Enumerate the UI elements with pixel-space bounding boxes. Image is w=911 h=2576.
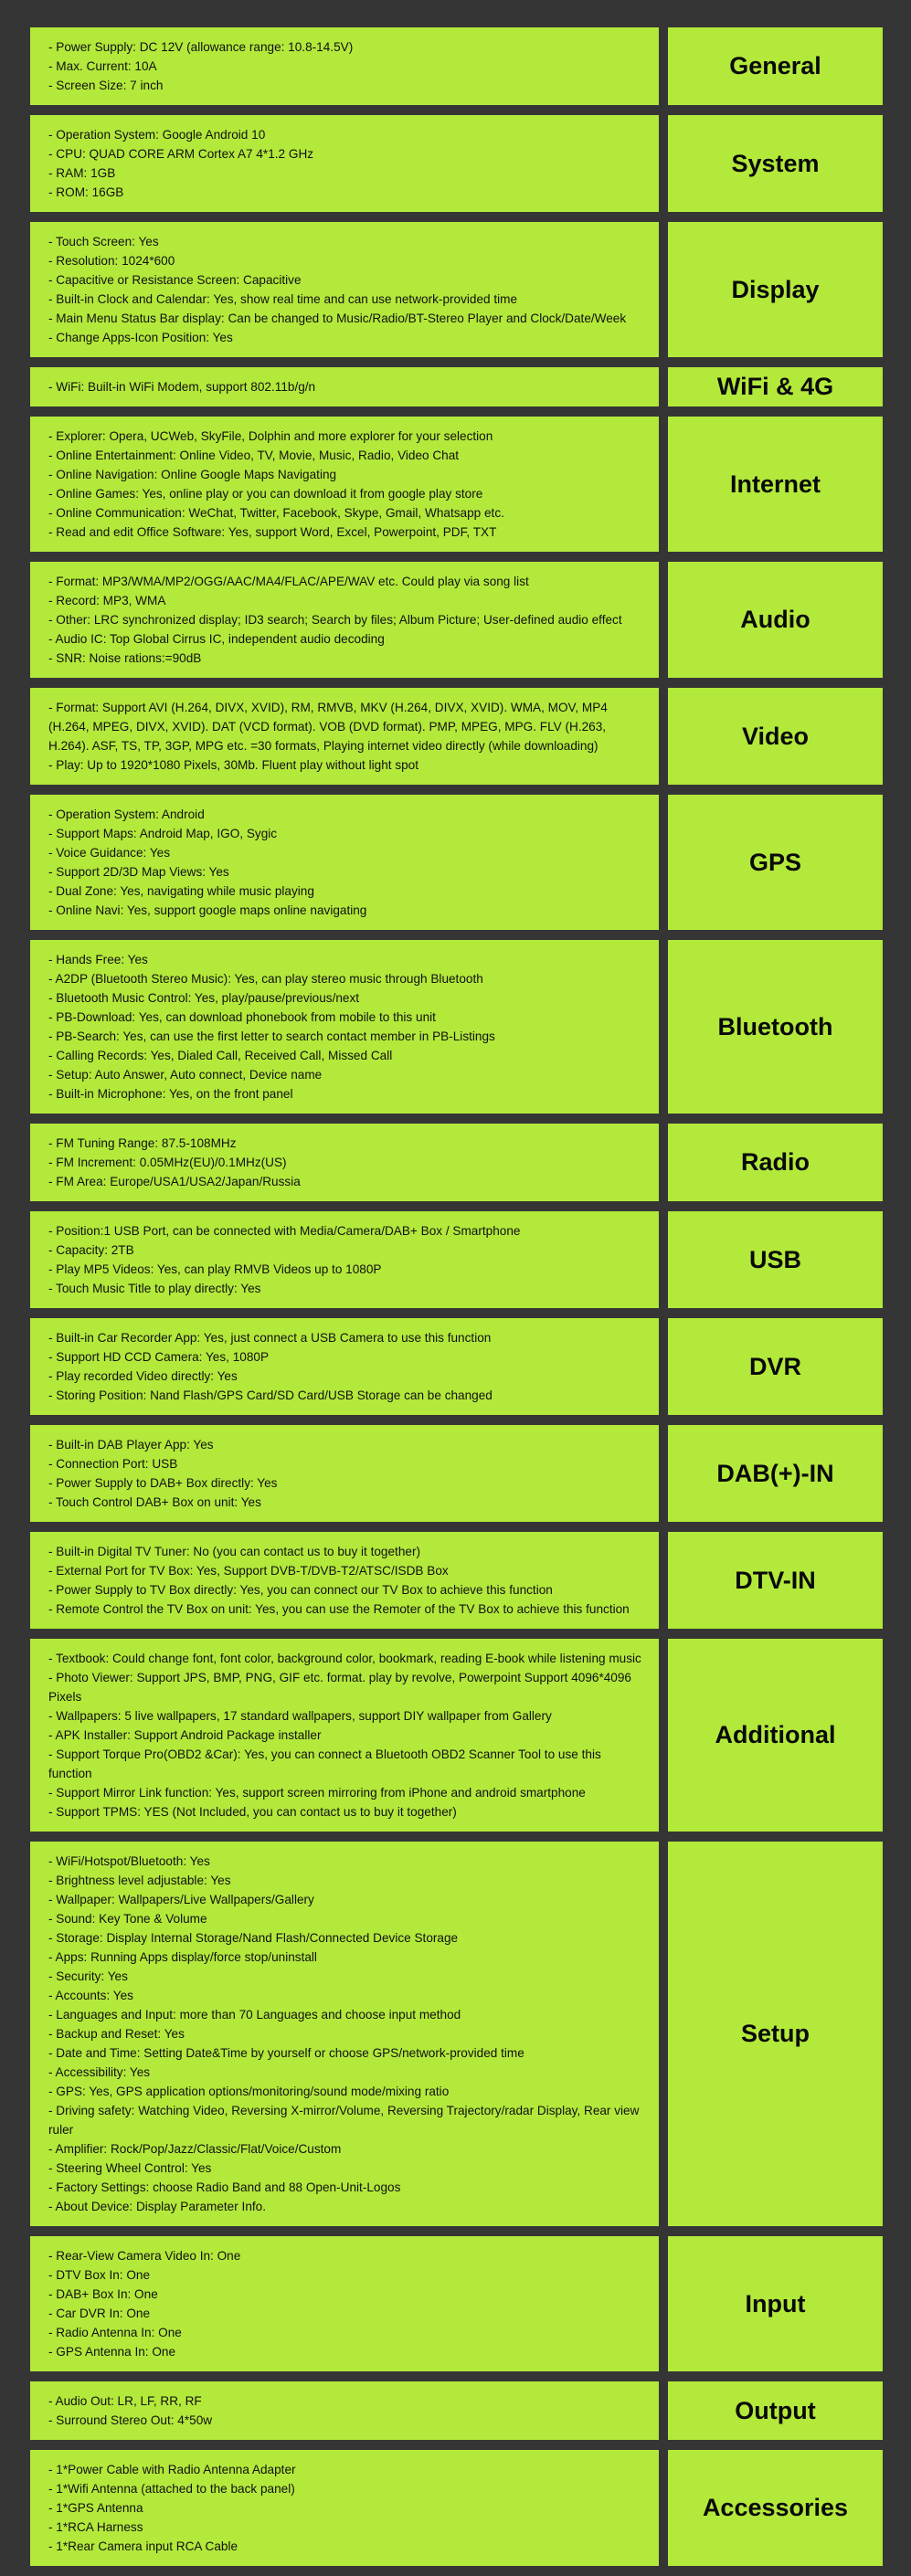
spec-row-video: [30, 688, 883, 785]
spec-details: [30, 27, 659, 105]
spec-item: - ROM: 16GB: [48, 185, 124, 199]
spec-row-input: [30, 2236, 883, 2371]
spec-details: [30, 115, 659, 212]
spec-details: [30, 1318, 659, 1415]
spec-item: - Storing Position: Nand Flash/GPS Card/SD Card/USB Storage can be changed: [48, 1388, 493, 1402]
spec-item: - Online Navigation: Online Google Maps Navigating: [48, 468, 337, 481]
spec-item: - Format: MP3/WMA/MP2/OGG/AAC/MA4/FLAC/APE/WAV etc. Could play via song list: [48, 575, 529, 588]
section-title: WiFi & 4G: [668, 367, 883, 406]
spec-row-dab-in: [30, 1425, 883, 1522]
spec-item: - PB-Search: Yes, can use the first letter to search contact member in PB-Listings: [48, 1029, 495, 1043]
spec-item: - Explorer: Opera, UCWeb, SkyFile, Dolphin and more explorer for your selection: [48, 429, 493, 443]
spec-item: - APK Installer: Support Android Package installer: [48, 1728, 322, 1742]
spec-item: - SNR: Noise rations:=90dB: [48, 651, 202, 665]
spec-details: [30, 1639, 659, 1832]
spec-row-accessories: [30, 2450, 883, 2566]
spec-item: - Format: Support AVI (H.264, DIVX, XVID), RM, RMVB, MKV (H.264, DIVX, XVID). WMA, MOV, MP4 (H.264, MPEG, DIVX, XVID). DAT (VCD format). VOB (DVD format). PMP, MPEG, MPG. FLV (H.263, H.264). ASF, TS, TP, 3GP, MPG etc. =30 formats, Playing internet video directly (while downloading): [48, 701, 608, 753]
spec-item: - Touch Control DAB+ Box on unit: Yes: [48, 1495, 261, 1509]
spec-item: - Operation System: Android: [48, 808, 205, 821]
spec-details: [30, 1211, 659, 1308]
spec-item: - Operation System: Google Android 10: [48, 128, 266, 142]
spec-item: - Play recorded Video directly: Yes: [48, 1369, 238, 1383]
spec-item: - DAB+ Box In: One: [48, 2287, 158, 2301]
spec-details: [30, 2236, 659, 2371]
spec-row-system: [30, 115, 883, 212]
spec-item: - WiFi: Built-in WiFi Modem, support 802.11b/g/n: [48, 380, 316, 394]
spec-item: - Built-in Car Recorder App: Yes, just connect a USB Camera to use this function: [48, 1331, 492, 1345]
spec-item: - Accessibility: Yes: [48, 2065, 151, 2079]
spec-item: - Resolution: 1024*600: [48, 254, 175, 268]
spec-item: - Date and Time: Setting Date&Time by yourself or choose GPS/network-provided time: [48, 2046, 524, 2060]
spec-item: - Audio Out: LR, LF, RR, RF: [48, 2394, 202, 2408]
spec-row-radio: [30, 1124, 883, 1201]
spec-item: - Support 2D/3D Map Views: Yes: [48, 865, 229, 879]
spec-item: - Amplifier: Rock/Pop/Jazz/Classic/Flat/Voice/Custom: [48, 2142, 342, 2156]
section-title: GPS: [668, 795, 883, 930]
spec-item: - Radio Antenna In: One: [48, 2326, 182, 2339]
spec-row-usb: [30, 1211, 883, 1308]
spec-row-output: [30, 2381, 883, 2440]
spec-item: - PB-Download: Yes, can download phonebook from mobile to this unit: [48, 1010, 436, 1024]
spec-item: - DTV Box In: One: [48, 2268, 151, 2282]
spec-item: - FM Increment: 0.05MHz(EU)/0.1MHz(US): [48, 1156, 287, 1169]
spec-details: [30, 2381, 659, 2440]
spec-item: - Play MP5 Videos: Yes, can play RMVB Videos up to 1080P: [48, 1262, 382, 1276]
spec-item: - Record: MP3, WMA: [48, 594, 166, 607]
spec-item: - 1*GPS Antenna: [48, 2501, 143, 2515]
section-title: Internet: [668, 417, 883, 552]
spec-row-wifi-4g: [30, 367, 883, 406]
section-title: Display: [668, 222, 883, 357]
spec-details: [30, 1425, 659, 1522]
section-title: Bluetooth: [668, 940, 883, 1114]
spec-details: [30, 367, 659, 406]
section-title: Audio: [668, 562, 883, 678]
spec-item: - Built-in Microphone: Yes, on the front panel: [48, 1087, 293, 1101]
spec-item: - Support Torque Pro(OBD2 &Car): Yes, you can connect a Bluetooth OBD2 Scanner Tool to use this function: [48, 1747, 601, 1780]
spec-item: - Surround Stereo Out: 4*50w: [48, 2413, 213, 2427]
spec-row-bluetooth: [30, 940, 883, 1114]
spec-item: - 1*Wifi Antenna (attached to the back panel): [48, 2482, 295, 2496]
spec-item: - Power Supply to TV Box directly: Yes, you can connect our TV Box to achieve this function: [48, 1583, 553, 1597]
spec-item: - WiFi/Hotspot/Bluetooth: Yes: [48, 1854, 210, 1868]
spec-row-general: [30, 27, 883, 105]
spec-item: - Languages and Input: more than 70 Languages and choose input method: [48, 2008, 461, 2022]
section-title: General: [668, 27, 883, 105]
spec-item: - Setup: Auto Answer, Auto connect, Device name: [48, 1068, 323, 1082]
spec-item: - Voice Guidance: Yes: [48, 846, 171, 860]
spec-item: - Max. Current: 10A: [48, 59, 157, 73]
spec-item: - Calling Records: Yes, Dialed Call, Received Call, Missed Call: [48, 1049, 393, 1062]
spec-item: - Online Navi: Yes, support google maps online navigating: [48, 903, 367, 917]
spec-item: - External Port for TV Box: Yes, Support DVB-T/DVB-T2/ATSC/ISDB Box: [48, 1564, 449, 1578]
section-title: Radio: [668, 1124, 883, 1201]
spec-row-dtv-in: [30, 1532, 883, 1629]
section-title: Input: [668, 2236, 883, 2371]
spec-details: [30, 688, 659, 785]
spec-item: - Apps: Running Apps display/force stop/uninstall: [48, 1950, 317, 1964]
spec-item: - Car DVR In: One: [48, 2307, 151, 2320]
spec-item: - GPS: Yes, GPS application options/monitoring/sound mode/mixing ratio: [48, 2085, 450, 2098]
spec-item: - Bluetooth Music Control: Yes, play/pause/previous/next: [48, 991, 360, 1005]
spec-item: - Remote Control the TV Box on unit: Yes, you can use the Remoter of the TV Box to achieve this function: [48, 1602, 630, 1616]
spec-item: - Built-in Digital TV Tuner: No (you can contact us to buy it together): [48, 1545, 420, 1558]
spec-item: - Online Communication: WeChat, Twitter, Facebook, Skype, Gmail, Whatsapp etc.: [48, 506, 504, 520]
spec-item: - Security: Yes: [48, 1969, 128, 1983]
spec-item: - Other: LRC synchronized display; ID3 search; Search by files; Album Picture; User-defined audio effect: [48, 613, 622, 627]
spec-item: - Change Apps-Icon Position: Yes: [48, 331, 233, 344]
spec-item: - Steering Wheel Control: Yes: [48, 2161, 212, 2175]
spec-item: - FM Area: Europe/USA1/USA2/Japan/Russia: [48, 1175, 301, 1188]
spec-item: - Accounts: Yes: [48, 1989, 133, 2002]
spec-item: - Support HD CCD Camera: Yes, 1080P: [48, 1350, 270, 1364]
spec-item: - Built-in Clock and Calendar: Yes, show real time and can use network-provided time: [48, 292, 518, 306]
spec-item: - Online Entertainment: Online Video, TV, Movie, Music, Radio, Video Chat: [48, 449, 460, 462]
spec-item: - GPS Antenna In: One: [48, 2345, 176, 2359]
spec-item: - Sound: Key Tone & Volume: [48, 1912, 207, 1926]
spec-item: - Textbook: Could change font, font color, background color, bookmark, reading E-book while listening music: [48, 1652, 641, 1665]
spec-item: - Support Maps: Android Map, IGO, Sygic: [48, 827, 278, 840]
spec-item: - Capacitive or Resistance Screen: Capacitive: [48, 273, 302, 287]
spec-item: - Capacity: 2TB: [48, 1243, 134, 1257]
spec-item: - Built-in DAB Player App: Yes: [48, 1438, 214, 1452]
spec-item: - Play: Up to 1920*1080 Pixels, 30Mb. Fluent play without light spot: [48, 758, 419, 772]
spec-item: - Storage: Display Internal Storage/Nand Flash/Connected Device Storage: [48, 1931, 459, 1945]
spec-item: - Main Menu Status Bar display: Can be changed to Music/Radio/BT-Stereo Player and Clock/Date/Week: [48, 311, 627, 325]
section-title: Video: [668, 688, 883, 785]
spec-details: [30, 1842, 659, 2226]
section-title: Output: [668, 2381, 883, 2440]
spec-item: - Read and edit Office Software: Yes, support Word, Excel, Powerpoint, PDF, TXT: [48, 525, 497, 539]
section-title: DTV-IN: [668, 1532, 883, 1629]
spec-item: - Touch Music Title to play directly: Yes: [48, 1282, 261, 1295]
spec-row-dvr: [30, 1318, 883, 1415]
spec-row-audio: [30, 562, 883, 678]
spec-item: - Dual Zone: Yes, navigating while music playing: [48, 884, 314, 898]
spec-item: - Photo Viewer: Support JPS, BMP, PNG, GIF etc. format. play by revolve, Powerpoint Support 4096*4096 Pixels: [48, 1671, 631, 1704]
spec-details: [30, 1532, 659, 1629]
section-title: DAB(+)-IN: [668, 1425, 883, 1522]
spec-item: - Wallpapers: 5 live wallpapers, 17 standard wallpapers, support DIY wallpaper from Gallery: [48, 1709, 552, 1723]
section-title: Additional: [668, 1639, 883, 1832]
spec-item: - Hands Free: Yes: [48, 953, 148, 966]
spec-item: - Brightness level adjustable: Yes: [48, 1874, 231, 1887]
spec-item: - CPU: QUAD CORE ARM Cortex A7 4*1.2 GHz: [48, 147, 314, 161]
spec-row-gps: [30, 795, 883, 930]
spec-table: [30, 27, 883, 2576]
section-title: USB: [668, 1211, 883, 1308]
spec-item: - Power Supply: DC 12V (allowance range: 10.8-14.5V): [48, 40, 354, 54]
spec-item: - RAM: 1GB: [48, 166, 116, 180]
spec-item: - Support TPMS: YES (Not Included, you can contact us to buy it together): [48, 1805, 457, 1819]
spec-item: - 1*RCA Harness: [48, 2520, 143, 2534]
spec-item: - Position:1 USB Port, can be connected with Media/Camera/DAB+ Box / Smartphone: [48, 1224, 521, 1238]
spec-item: - Online Games: Yes, online play or you can download it from google play store: [48, 487, 483, 501]
spec-item: - Factory Settings: choose Radio Band and 88 Open-Unit-Logos: [48, 2180, 401, 2194]
spec-row-additional: [30, 1639, 883, 1832]
spec-details: [30, 417, 659, 552]
spec-item: - Power Supply to DAB+ Box directly: Yes: [48, 1476, 278, 1490]
spec-item: - About Device: Display Parameter Info.: [48, 2200, 266, 2213]
spec-row-internet: [30, 417, 883, 552]
section-title: Accessories: [668, 2450, 883, 2566]
spec-item: - Audio IC: Top Global Cirrus IC, independent audio decoding: [48, 632, 385, 646]
spec-item: - 1*Rear Camera input RCA Cable: [48, 2539, 238, 2553]
spec-item: - 1*Power Cable with Radio Antenna Adapter: [48, 2463, 296, 2476]
spec-item: - Driving safety: Watching Video, Reversing X-mirror/Volume, Reversing Trajectory/radar Display, Rear view ruler: [48, 2104, 640, 2137]
spec-item: - A2DP (Bluetooth Stereo Music): Yes, can play stereo music through Bluetooth: [48, 972, 483, 986]
spec-item: - Connection Port: USB: [48, 1457, 178, 1471]
spec-item: - Touch Screen: Yes: [48, 235, 159, 248]
spec-details: [30, 562, 659, 678]
section-title: System: [668, 115, 883, 212]
spec-row-display: [30, 222, 883, 357]
spec-item: - Rear-View Camera Video In: One: [48, 2249, 241, 2263]
section-title: Setup: [668, 1842, 883, 2226]
spec-item: - Backup and Reset: Yes: [48, 2027, 185, 2041]
spec-item: - Wallpaper: Wallpapers/Live Wallpapers/Gallery: [48, 1893, 314, 1906]
spec-details: [30, 940, 659, 1114]
spec-item: - Support Mirror Link function: Yes, support screen mirroring from iPhone and android smartphone: [48, 1786, 586, 1800]
spec-details: [30, 222, 659, 357]
section-title: DVR: [668, 1318, 883, 1415]
spec-item: - FM Tuning Range: 87.5-108MHz: [48, 1136, 237, 1150]
spec-details: [30, 2450, 659, 2566]
spec-item: - Screen Size: 7 inch: [48, 79, 164, 92]
spec-details: [30, 1124, 659, 1201]
spec-row-setup: [30, 1842, 883, 2226]
spec-details: [30, 795, 659, 930]
